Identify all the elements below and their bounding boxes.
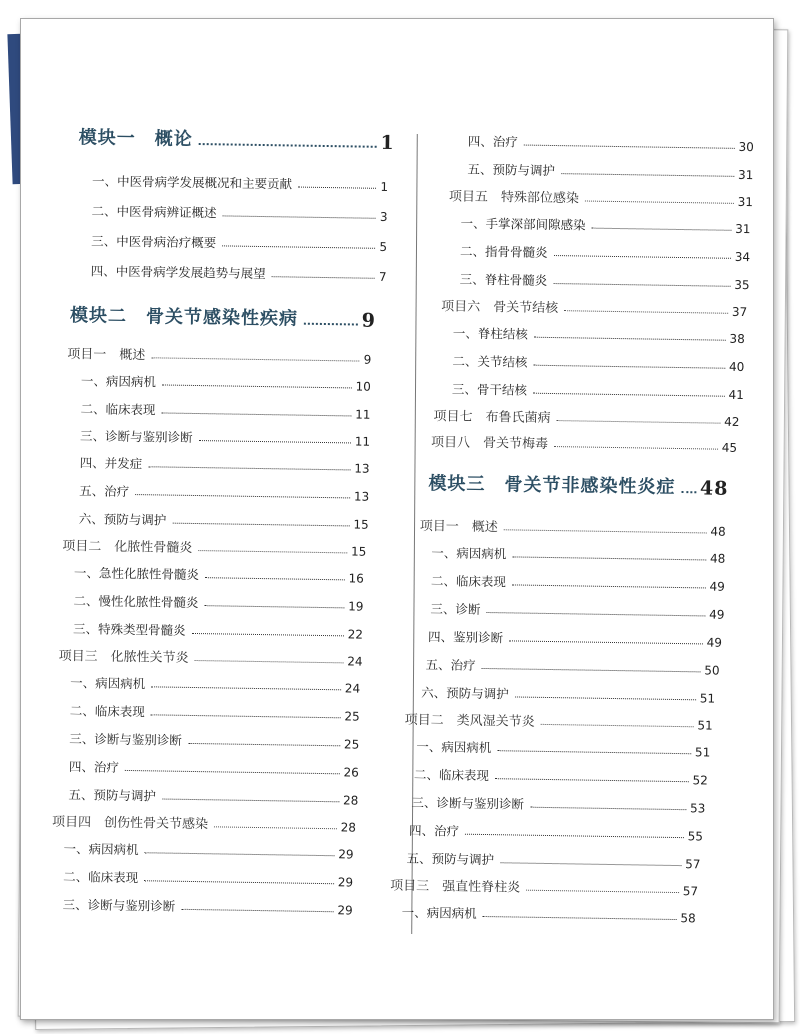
- toc-item-entry[interactable]: [69, 729, 359, 752]
- toc-leader-dots: [504, 529, 707, 533]
- toc-entry-title: 项目五 特殊部位感染: [448, 189, 580, 207]
- toc-page: [20, 18, 774, 1020]
- toc-item-entry[interactable]: [91, 261, 387, 284]
- toc-page-number: 34: [734, 249, 751, 265]
- toc-entry-title: 项目四 创伤性骨关节感染: [51, 814, 209, 833]
- toc-entry-title: 三、特殊类型骨髓炎: [72, 621, 186, 638]
- toc-leader-dots: [553, 283, 730, 287]
- toc-page-number: 41: [728, 387, 745, 403]
- toc-entry-title: 一、脊柱结核: [452, 325, 528, 342]
- toc-leader-dots: [483, 916, 677, 920]
- toc-page-number: 22: [347, 627, 364, 642]
- toc-item-entry[interactable]: [68, 785, 358, 808]
- toc-page-number: 29: [337, 903, 353, 918]
- toc-entry-title: 五、预防与调护: [467, 161, 556, 179]
- toc-leader-dots: [482, 668, 701, 672]
- toc-entry-title: 五、治疗: [425, 657, 476, 673]
- toc-page-number: 1: [380, 131, 395, 155]
- toc-item-entry[interactable]: [416, 737, 710, 760]
- toc-page-number: 25: [344, 709, 360, 724]
- toc-entry-title: 六、预防与调护: [421, 684, 509, 702]
- toc-entry-title: 二、指骨骨髓炎: [460, 243, 548, 260]
- toc-item-entry[interactable]: [406, 849, 700, 872]
- toc-leader-dots: [515, 696, 696, 700]
- toc-leader-dots: [172, 523, 349, 527]
- toc-page-number: 9: [361, 309, 377, 332]
- toc-leader-dots: [272, 276, 375, 279]
- toc-leader-dots: [530, 807, 686, 810]
- toc-leader-dots: [526, 890, 679, 893]
- toc-leader-dots: [592, 228, 732, 231]
- toc-leader-dots: [198, 550, 347, 553]
- toc-entry-title: 项目一 概述: [67, 346, 146, 364]
- toc-project-entry[interactable]: [405, 709, 713, 733]
- toc-leader-dots: [298, 187, 376, 189]
- toc-entry-title: 一、病因病机: [416, 738, 492, 756]
- toc-leader-dots: [564, 310, 728, 314]
- toc-leader-dots: [541, 724, 694, 727]
- toc-entry-title: 项目一 概述: [419, 518, 498, 536]
- toc-page-number: 13: [354, 461, 370, 476]
- toc-item-entry[interactable]: [79, 481, 369, 504]
- toc-entry-title: 三、中医骨病治疗概要: [91, 233, 217, 251]
- toc-item-entry[interactable]: [460, 270, 750, 293]
- toc-entry-title: 三、诊断: [430, 601, 481, 617]
- toc-entry-title: 项目三 化脓性关节炎: [58, 648, 189, 666]
- toc-page-number: 37: [731, 304, 748, 320]
- toc-item-entry[interactable]: [81, 371, 371, 394]
- toc-entry-title: 二、中医骨病辨证概述: [91, 203, 217, 221]
- toc-leader-dots: [534, 337, 726, 341]
- toc-entry-title: 模块二 骨关节感染性疾病: [69, 305, 299, 330]
- toc-entry-title: 三、诊断与鉴别诊断: [79, 428, 193, 445]
- toc-leader-dots: [204, 605, 344, 608]
- toc-entry-title: 三、诊断与鉴别诊断: [411, 794, 525, 812]
- toc-item-entry[interactable]: [80, 399, 370, 422]
- column-divider: [411, 134, 418, 934]
- toc-entry-title: 五、预防与调护: [406, 850, 495, 868]
- toc-leader-dots: [148, 466, 350, 470]
- toc-entry-title: 四、治疗: [68, 759, 120, 775]
- toc-leader-dots: [162, 799, 339, 803]
- toc-page-number: 24: [344, 681, 361, 696]
- toc-entry-title: 四、治疗: [408, 822, 460, 839]
- toc-page-number: 11: [355, 407, 371, 422]
- toc-leader-dots: [162, 384, 352, 388]
- toc-project-entry[interactable]: [62, 535, 366, 559]
- toc-item-entry[interactable]: [91, 231, 387, 254]
- toc-page-number: 31: [737, 167, 754, 183]
- toc-leader-dots: [524, 145, 735, 149]
- toc-entry-title: 二、临床表现: [80, 401, 156, 418]
- toc-item-entry[interactable]: [91, 201, 387, 224]
- toc-entry-title: 项目二 化脓性骨髓炎: [62, 538, 193, 556]
- toc-leader-dots: [214, 826, 337, 829]
- toc-entry-title: 模块三 骨关节非感染性炎症: [428, 473, 676, 498]
- toc-leader-dots: [135, 494, 350, 498]
- toc-page-number: 31: [737, 194, 754, 210]
- toc-entry-title: 三、诊断与鉴别诊断: [69, 731, 182, 748]
- toc-entry-title: 五、预防与调护: [68, 787, 157, 804]
- toc-left-column: [51, 123, 401, 918]
- toc-page-number: 5: [379, 239, 388, 254]
- toc-entry-title: 二、临床表现: [63, 868, 139, 886]
- toc-page-number: 51: [699, 691, 716, 706]
- toc-page-number: 48: [709, 551, 726, 566]
- toc-page-number: 29: [338, 847, 354, 862]
- toc-page-number: 31: [735, 221, 751, 237]
- toc-item-entry[interactable]: [69, 757, 359, 780]
- toc-page-number: 13: [353, 489, 370, 504]
- toc-page-number: 11: [354, 434, 371, 449]
- toc-page-number: 30: [738, 139, 754, 155]
- toc-leader-dots: [151, 686, 341, 690]
- toc-leader-dots: [554, 446, 718, 450]
- toc-page-number: 3: [379, 209, 388, 224]
- toc-entry-title: 项目七 布鲁氏菌病: [433, 409, 551, 426]
- toc-entry-title: 一、病因病机: [63, 840, 139, 858]
- toc-leader-dots: [495, 778, 689, 782]
- toc-item-entry[interactable]: [63, 895, 353, 918]
- toc-item-entry[interactable]: [63, 867, 353, 890]
- toc-entry-title: 三、脊柱骨髓炎: [459, 271, 548, 288]
- toc-item-entry[interactable]: [92, 171, 388, 194]
- toc-page-number: 52: [692, 773, 708, 788]
- toc-project-entry[interactable]: [449, 185, 753, 209]
- toc-page-number: 10: [355, 379, 372, 394]
- toc-page-number: 57: [682, 884, 699, 899]
- toc-item-entry[interactable]: [431, 543, 725, 566]
- toc-leader-dots: [512, 584, 706, 588]
- toc-leader-dots: [144, 880, 334, 884]
- toc-page-number: 48: [699, 477, 729, 500]
- toc-leader-dots: [161, 412, 351, 416]
- toc-item-entry[interactable]: [63, 839, 353, 862]
- toc-entry-title: 五、治疗: [79, 483, 130, 499]
- toc-entry-title: 一、急性化脓性骨髓炎: [73, 565, 200, 583]
- toc-page-number: 50: [704, 663, 720, 678]
- toc-module-entry[interactable]: [428, 469, 728, 500]
- toc-page-number: 16: [348, 571, 364, 586]
- toc-entry-title: 三、骨干结核: [451, 381, 528, 398]
- toc-entry-title: 四、中医骨病学发展趋势与展望: [90, 263, 266, 282]
- toc-item-entry[interactable]: [70, 673, 360, 696]
- toc-entry-title: 一、病因病机: [70, 675, 146, 692]
- toc-item-entry[interactable]: [428, 627, 722, 650]
- toc-leader-dots: [585, 201, 734, 204]
- toc-leader-dots: [151, 357, 359, 361]
- toc-page-number: 53: [690, 801, 706, 816]
- toc-leader-dots: [151, 714, 341, 718]
- toc-item-entry[interactable]: [73, 619, 363, 642]
- toc-project-entry[interactable]: [59, 645, 363, 669]
- toc-leader-dots: [195, 660, 344, 663]
- toc-page-number: 15: [353, 517, 369, 532]
- toc-page-number: 51: [697, 718, 713, 733]
- toc-leader-dots: [181, 909, 333, 912]
- toc-leader-dots: [681, 491, 696, 493]
- toc-entry-title: 六、预防与调护: [78, 511, 167, 528]
- toc-item-entry[interactable]: [402, 903, 696, 926]
- toc-entry-title: 二、关节结核: [452, 353, 528, 370]
- toc-item-entry[interactable]: [79, 509, 369, 532]
- toc-item-entry[interactable]: [467, 160, 753, 182]
- toc-page-number: 55: [687, 829, 704, 844]
- toc-entry-title: 三、诊断与鉴别诊断: [62, 896, 176, 914]
- toc-leader-dots: [205, 577, 345, 580]
- toc-page-number: 28: [343, 793, 359, 808]
- toc-entry-title: 二、临床表现: [69, 703, 145, 720]
- toc-leader-dots: [199, 440, 351, 443]
- toc-leader-dots: [125, 770, 340, 774]
- toc-page-number: 57: [685, 857, 701, 872]
- toc-leader-dots: [500, 862, 681, 866]
- toc-leader-dots: [561, 173, 734, 177]
- toc-page-number: 24: [347, 654, 363, 669]
- toc-page-number: 26: [343, 765, 359, 780]
- toc-item-entry[interactable]: [74, 563, 364, 586]
- toc-leader-dots: [192, 633, 344, 636]
- toc-page-number: 48: [710, 524, 726, 539]
- toc-leader-dots: [497, 750, 691, 754]
- toc-page-number: 9: [363, 352, 372, 367]
- toc-project-entry[interactable]: [433, 405, 739, 429]
- toc-leader-dots: [304, 323, 358, 326]
- toc-page-number: 49: [709, 579, 725, 594]
- toc-item-entry[interactable]: [452, 379, 744, 402]
- toc-entry-title: 项目二 类风湿关节炎: [404, 712, 535, 730]
- toc-leader-dots: [199, 143, 377, 148]
- toc-page-number: 35: [734, 277, 750, 293]
- toc-page-number: 38: [729, 331, 745, 347]
- toc-page-number: 45: [721, 440, 738, 455]
- toc-item-entry[interactable]: [460, 242, 750, 265]
- toc-page-number: 40: [728, 359, 745, 375]
- toc-leader-dots: [145, 852, 335, 856]
- toc-page-number: 58: [680, 911, 696, 926]
- toc-leader-dots: [533, 365, 725, 369]
- toc-entry-title: 四、鉴别诊断: [427, 629, 504, 646]
- toc-item-entry[interactable]: [80, 426, 370, 449]
- toc-item-entry[interactable]: [409, 821, 703, 844]
- toc-leader-dots: [223, 215, 376, 218]
- toc-page-number: 28: [340, 820, 357, 835]
- toc-leader-dots: [188, 743, 340, 746]
- toc-item-entry[interactable]: [414, 765, 708, 788]
- toc-leader-dots: [554, 255, 731, 259]
- toc-page-number: 15: [350, 544, 367, 559]
- toc-leader-dots: [222, 245, 375, 248]
- toc-leader-dots: [533, 393, 725, 397]
- toc-item-entry[interactable]: [80, 453, 370, 476]
- toc-item-entry[interactable]: [411, 793, 705, 816]
- toc-item-entry[interactable]: [452, 351, 744, 374]
- toc-right-column: [390, 131, 756, 926]
- toc-module-entry[interactable]: [70, 301, 376, 332]
- toc-page-number: 49: [709, 607, 725, 622]
- toc-leader-dots: [512, 556, 706, 560]
- toc-page-number: 49: [706, 635, 723, 650]
- toc-item-entry[interactable]: [430, 599, 724, 622]
- toc-leader-dots: [486, 612, 705, 616]
- toc-project-entry[interactable]: [67, 343, 371, 367]
- toc-page-number: 29: [337, 875, 354, 890]
- toc-page-number: 51: [694, 745, 711, 760]
- toc-entry-title: 项目三 强直性脊柱炎: [390, 878, 521, 896]
- toc-page-number: 1: [380, 179, 389, 194]
- toc-project-entry[interactable]: [441, 295, 747, 319]
- toc-entry-title: 二、临床表现: [413, 766, 490, 784]
- toc-page-number: 7: [378, 269, 387, 284]
- toc-project-entry[interactable]: [420, 515, 726, 539]
- toc-item-entry[interactable]: [431, 571, 725, 594]
- toc-entry-title: 模块一 概论: [78, 127, 193, 150]
- toc-entry-title: 一、手掌深部间隙感染: [460, 215, 586, 233]
- toc-item-entry[interactable]: [425, 655, 719, 678]
- toc-entry-title: 一、病因病机: [431, 545, 507, 562]
- toc-entry-title: 一、中医骨病学发展概况和主要贡献: [91, 173, 293, 192]
- toc-entry-title: 四、治疗: [467, 133, 518, 150]
- toc-entry-title: 二、慢性化脓性骨髓炎: [73, 593, 199, 611]
- toc-item-entry[interactable]: [453, 323, 745, 346]
- toc-entry-title: 一、病因病机: [80, 373, 157, 390]
- toc-project-entry[interactable]: [431, 431, 737, 455]
- toc-entry-title: 一、病因病机: [401, 904, 477, 921]
- toc-item-entry[interactable]: [468, 132, 754, 154]
- toc-module-entry[interactable]: [79, 123, 395, 154]
- toc-entry-title: 二、临床表现: [430, 573, 507, 590]
- toc-entry-title: 项目六 骨关节结核: [441, 299, 559, 317]
- toc-page-number: 19: [348, 599, 364, 614]
- toc-item-entry[interactable]: [421, 683, 715, 706]
- toc-project-entry[interactable]: [390, 875, 698, 899]
- toc-leader-dots: [556, 420, 720, 424]
- toc-project-entry[interactable]: [52, 811, 356, 835]
- toc-item-entry[interactable]: [460, 214, 750, 237]
- toc-page-number: 25: [343, 737, 360, 752]
- toc-leader-dots: [465, 834, 684, 838]
- toc-leader-dots: [509, 640, 703, 644]
- toc-item-entry[interactable]: [73, 591, 363, 614]
- toc-page-number: 42: [724, 414, 740, 429]
- toc-entry-title: 四、并发症: [79, 455, 143, 472]
- toc-entry-title: 项目八 骨关节梅毒: [430, 435, 549, 452]
- toc-item-entry[interactable]: [70, 701, 360, 724]
